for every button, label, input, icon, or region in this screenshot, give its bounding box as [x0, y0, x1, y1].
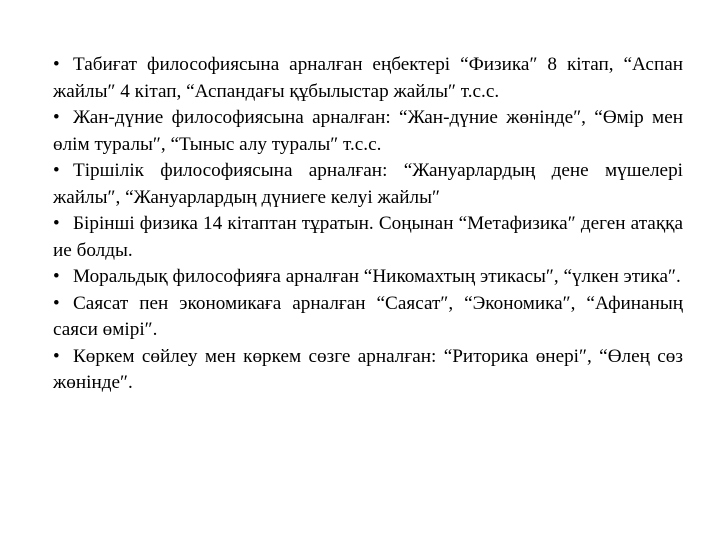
bullet-mark: • [53, 213, 60, 234]
bullet-text: Бірінші физика 14 кітаптан тұратын. Соңынан “Метафизика″ деген атаққа ие болды. [53, 213, 683, 261]
bullet-text: Саясат пен экономикаға арналған “Саясат″, “Экономика″, “Афинаның саяси өмірі″. [53, 292, 683, 340]
bullet-text: Көркем сөйлеу мен көркем сөзге арналған: “Риторика өнері″, “Өлең сөз жөнінде″. [53, 345, 683, 393]
bullet-item-life-works [53, 158, 683, 211]
bullet-item-rhetoric-works [53, 344, 683, 397]
bullet-mark: • [53, 160, 60, 181]
bullet-mark: • [53, 107, 60, 128]
bullet-mark: • [53, 345, 60, 367]
bullet-text: Моральдық философияға арналған “Никомахтың этикасы″, “үлкен этика″. [73, 266, 681, 287]
bullet-item-physics-works [53, 52, 683, 105]
bullet-item-ethics-works [53, 264, 683, 291]
bullet-text: Табиғат философиясына арналған еңбектері “Физика″ 8 кітап, “Аспан жайлы″ 4 кітап, “Аспандағы құбылыстар жайлы″ т.с.с. [53, 54, 683, 102]
bullet-text: Жан-дүние философиясына арналған: “Жан-дүние жөнінде″, “Өмір мен өлім туралы″, “Тыныс алу туралы″ т.с.с. [53, 107, 683, 155]
bullet-item-politics-works [53, 291, 683, 344]
bullet-item-soul-works [53, 105, 683, 158]
bullet-mark: • [53, 54, 60, 75]
bullet-mark: • [53, 292, 60, 314]
bullet-list [53, 52, 683, 397]
bullet-item-metaphysics [53, 211, 683, 264]
bullet-text: Тіршілік философиясына арналған: “Жануарлардың дене мүшелері жайлы″, “Жануарлардың дүниеге келуі жайлы″ [53, 160, 683, 208]
bullet-mark: • [53, 266, 60, 287]
